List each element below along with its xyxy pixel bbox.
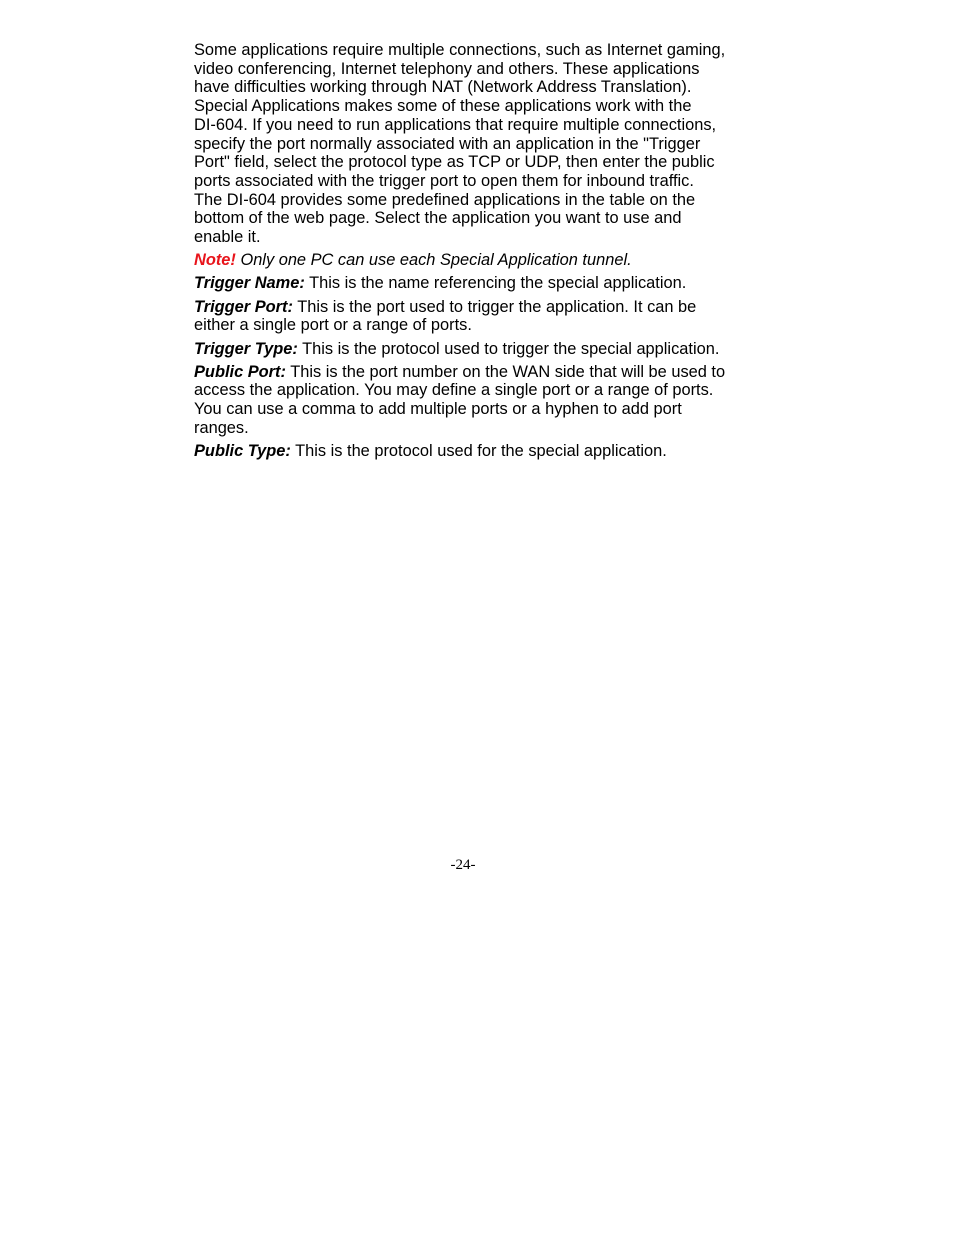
definition-text: This is the port used to trigger the application. It can be [292,297,697,316]
intro-line: video conferencing, Internet telephony and others. These applications [194,59,700,78]
definition-text: access the application. You may define a single port or a range of ports. [194,381,714,400]
intro-paragraph [194,41,764,247]
note-paragraph [194,251,764,270]
intro-line: have difficulties working through NAT (Network Address Translation). [194,78,692,97]
definition-public-type [194,442,764,461]
definition-text: This is the protocol used to trigger the special application. [297,339,720,358]
intro-line: ports associated with the trigger port to open them for inbound traffic. [194,171,694,190]
definition-text: ranges. [194,418,249,437]
intro-line: The DI-604 provides some predefined applications in the table on the [194,190,696,209]
body-text [194,41,764,461]
definition-trigger-name [194,274,764,293]
definition-text: This is the name referencing the special application. [304,274,687,293]
definition-term: Trigger Name: [194,274,305,293]
definition-trigger-port [194,298,764,335]
definition-term: Public Type: [194,442,291,461]
intro-line: enable it. [194,228,261,247]
definition-term: Public Port: [194,362,286,381]
definition-public-port [194,363,764,438]
definition-term: Trigger Type: [194,339,298,358]
intro-line: Some applications require multiple connections, such as Internet gaming, [194,41,726,59]
definition-term: Trigger Port: [194,297,293,316]
intro-line: Special Applications makes some of these applications work with the [194,97,692,116]
note-text: Only one PC can use each Special Application tunnel. [235,251,632,270]
note-label: Note! [194,251,236,270]
definition-text: You can use a comma to add multiple ports or a hyphen to add port [194,400,682,419]
definition-text: This is the port number on the WAN side that will be used to [285,362,726,381]
definition-text: either a single port or a range of ports. [194,316,472,335]
intro-line: Port" field, select the protocol type as TCP or UDP, then enter the public [194,153,715,172]
definition-text: This is the protocol used for the special application. [290,442,667,461]
definition-trigger-type [194,340,764,359]
intro-line: bottom of the web page. Select the application you want to use and [194,209,682,228]
page-number: -24- [450,857,476,873]
intro-line: specify the port normally associated with an application in the "Trigger [194,134,701,153]
intro-line: DI-604. If you need to run applications that require multiple connections, [194,115,717,134]
